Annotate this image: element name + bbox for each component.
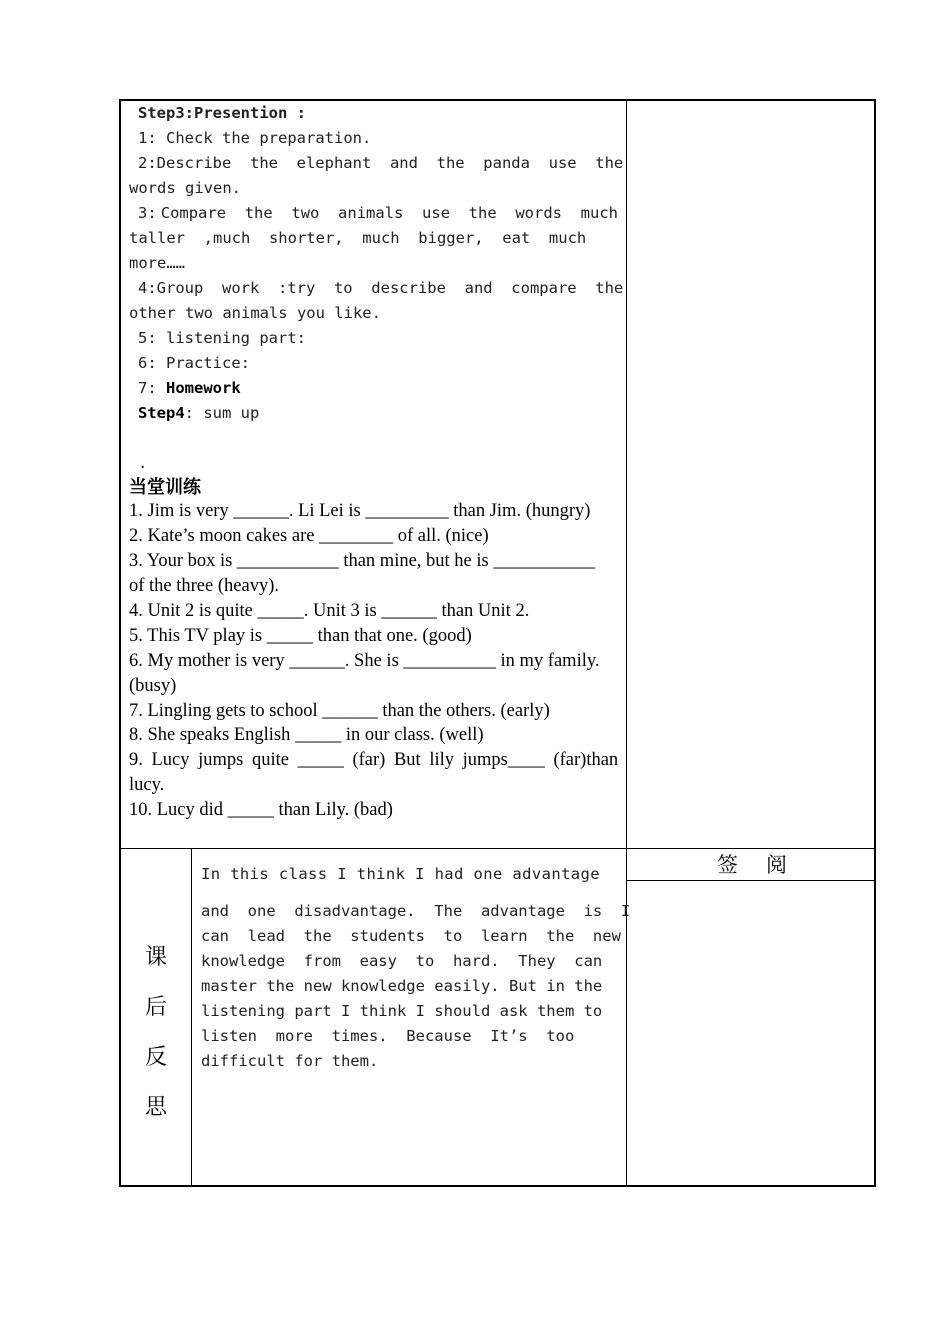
exercise-item: 9. Lucy jumps quite _____ (far) But lily jumps____ (far)than <box>129 750 619 770</box>
step-4-continued: other two animals you like. <box>129 304 381 322</box>
exercise-item: 1. Jim is very ______. Li Lei is _________ than Jim. (hungry) <box>129 501 591 521</box>
sign-header-divider <box>626 880 876 881</box>
sign-header: 签阅 <box>717 853 815 877</box>
reflection-label-char: 后 <box>144 995 167 1020</box>
step-3 <box>138 201 618 226</box>
step-4 <box>138 276 624 301</box>
step-number: 5: <box>138 329 157 347</box>
reflection-label-char: 反 <box>144 1045 167 1070</box>
exercise-item: 5. This TV play is _____ than that one. (good) <box>129 626 472 646</box>
exercise-item: 4. Unit 2 is quite _____. Unit 3 is ______ than Unit 2. <box>129 601 530 621</box>
step-number: 4: <box>138 279 157 297</box>
step-number: 6: <box>138 354 157 372</box>
step4-text: : sum up <box>184 404 260 422</box>
step-3-continued-2: more…… <box>129 254 185 272</box>
step-text: Homework <box>166 379 241 397</box>
step-text: Group work :try to describe and compare the <box>156 279 624 297</box>
reflection-label-char: 课 <box>144 945 167 970</box>
step-2 <box>138 151 624 176</box>
table-border-bottom <box>119 1185 876 1187</box>
exercise-item: lucy. <box>129 775 165 795</box>
step-text: listening part: <box>166 329 306 347</box>
label-column-divider <box>191 848 192 1187</box>
step-number: 1: <box>138 129 157 147</box>
step-1 <box>138 126 371 151</box>
stray-dot: . <box>138 454 148 472</box>
reflection-line: listen more times. Because It’s too <box>201 1027 575 1045</box>
exercise-item: of the three (heavy). <box>129 576 279 596</box>
step-number: 7: <box>138 379 157 397</box>
row-divider <box>119 848 876 849</box>
exercise-item: 10. Lucy did _____ than Lily. (bad) <box>129 800 393 820</box>
exercise-title: 当堂训练 <box>129 477 201 498</box>
step-text: Describe the elephant and the panda use the <box>156 154 624 172</box>
table-border-right <box>874 99 876 1187</box>
table-border-left <box>119 99 121 1187</box>
reflection-line: and one disadvantage. The advantage is I <box>201 902 631 920</box>
exercise-item: 3. Your box is ___________ than mine, but he is ___________ <box>129 551 596 571</box>
step-6 <box>138 351 250 376</box>
step-3-continued: taller ,much shorter, much bigger, eat much <box>129 229 587 247</box>
step-text: Check the preparation. <box>166 129 372 147</box>
step-7 <box>138 376 241 401</box>
reflection-line: can lead the students to learn the new <box>201 927 621 945</box>
reflection-line: difficult for them. <box>201 1052 379 1070</box>
step-2-continued: words given. <box>129 179 241 197</box>
exercise-item: 6. My mother is very ______. She is __________ in my family. <box>129 651 600 671</box>
exercise-item: 7. Lingling gets to school ______ than the others. (early) <box>129 701 550 721</box>
step4-label: Step4 <box>138 404 185 422</box>
step3-title: Step3:Presention : <box>138 104 306 122</box>
step-text: Compare the two animals use the words much <box>160 204 618 222</box>
reflection-line: knowledge from easy to hard. They can <box>201 952 603 970</box>
column-divider <box>626 99 627 1187</box>
reflection-label-char: 思 <box>144 1095 167 1120</box>
step-number: 3: <box>138 204 157 222</box>
reflection-first-line: In this class I think I had one advantage <box>201 865 601 883</box>
reflection-line: master the new knowledge easily. But in the <box>201 977 603 995</box>
step4-line <box>138 401 259 426</box>
step-number: 2: <box>138 154 157 172</box>
exercise-item: 2. Kate’s moon cakes are ________ of all. (nice) <box>129 526 489 546</box>
exercise-item: 8. She speaks English _____ in our class. (well) <box>129 725 484 745</box>
step-text: Practice: <box>166 354 251 372</box>
step-5 <box>138 326 306 351</box>
reflection-line: listening part I think I should ask them to <box>201 1002 603 1020</box>
exercise-item: (busy) <box>129 676 177 696</box>
